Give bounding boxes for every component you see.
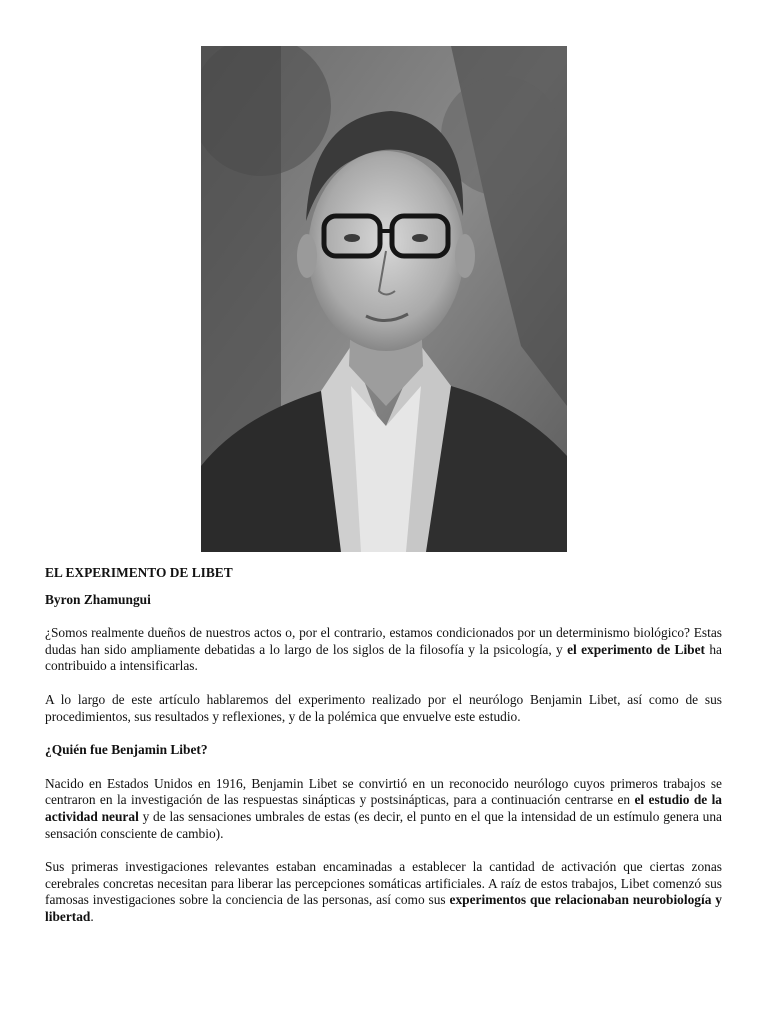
emphasis-text: el experimento de Libet bbox=[567, 641, 706, 657]
portrait-photo bbox=[201, 46, 567, 552]
paragraph-text: ¿Somos realmente dueños de nuestros actos o, por el contrario, estamos condicionados por un determinismo biológico? Estas dudas han sido ampliamente debatidas a lo largo de los siglos de la filosofía y la psicología, y bbox=[45, 625, 722, 657]
emphasis-text: el estudio de la actividad neural bbox=[45, 792, 722, 824]
paragraph-text: Sus primeras investigaciones relevantes estaban encaminadas a establecer la cantidad de activación que ciertas zonas cerebrales concretas necesitan para liberar las percepciones somáticas artificiales. A raíz de estos trabajos, Libet comenzó sus famosas investigaciones sobre la conciencia de las personas, así como sus bbox=[45, 859, 722, 908]
paragraph-overview: A lo largo de este artículo hablaremos del experimento realizado por el neurólogo Benjamin Libet, así como de sus procedimientos, sus resultados y reflexiones, y de la polémica que envuelve este estudio. bbox=[45, 691, 722, 724]
emphasis-text: experimentos que relacionaban neurobiología y libertad bbox=[45, 892, 722, 924]
paragraph-text: ha contribuido a intensificarlas. bbox=[45, 641, 722, 674]
article-title: EL EXPERIMENTO DE LIBET bbox=[45, 565, 233, 580]
article-author: Byron Zhamungui bbox=[45, 591, 151, 607]
paragraph-text: . bbox=[90, 908, 94, 924]
section-heading: ¿Quién fue Benjamin Libet? bbox=[45, 742, 208, 758]
paragraph-research bbox=[45, 859, 722, 925]
article-body bbox=[45, 565, 722, 926]
paragraph-text: Nacido en Estados Unidos en 1916, Benjamin Libet se convirtió en un reconocido neurólogo cuyos primeros trabajos se centraron en la investigación de las respuestas sinápticas y postsinápticas, para a continuación centrarse en bbox=[45, 775, 722, 808]
paragraph-intro bbox=[45, 625, 722, 675]
paragraph-biography bbox=[45, 776, 722, 842]
paragraph-text: y de las sensaciones umbrales de estas (es decir, el punto en el que la intensidad de un estímulo genera una sensación consciente de cambio). bbox=[45, 808, 722, 841]
